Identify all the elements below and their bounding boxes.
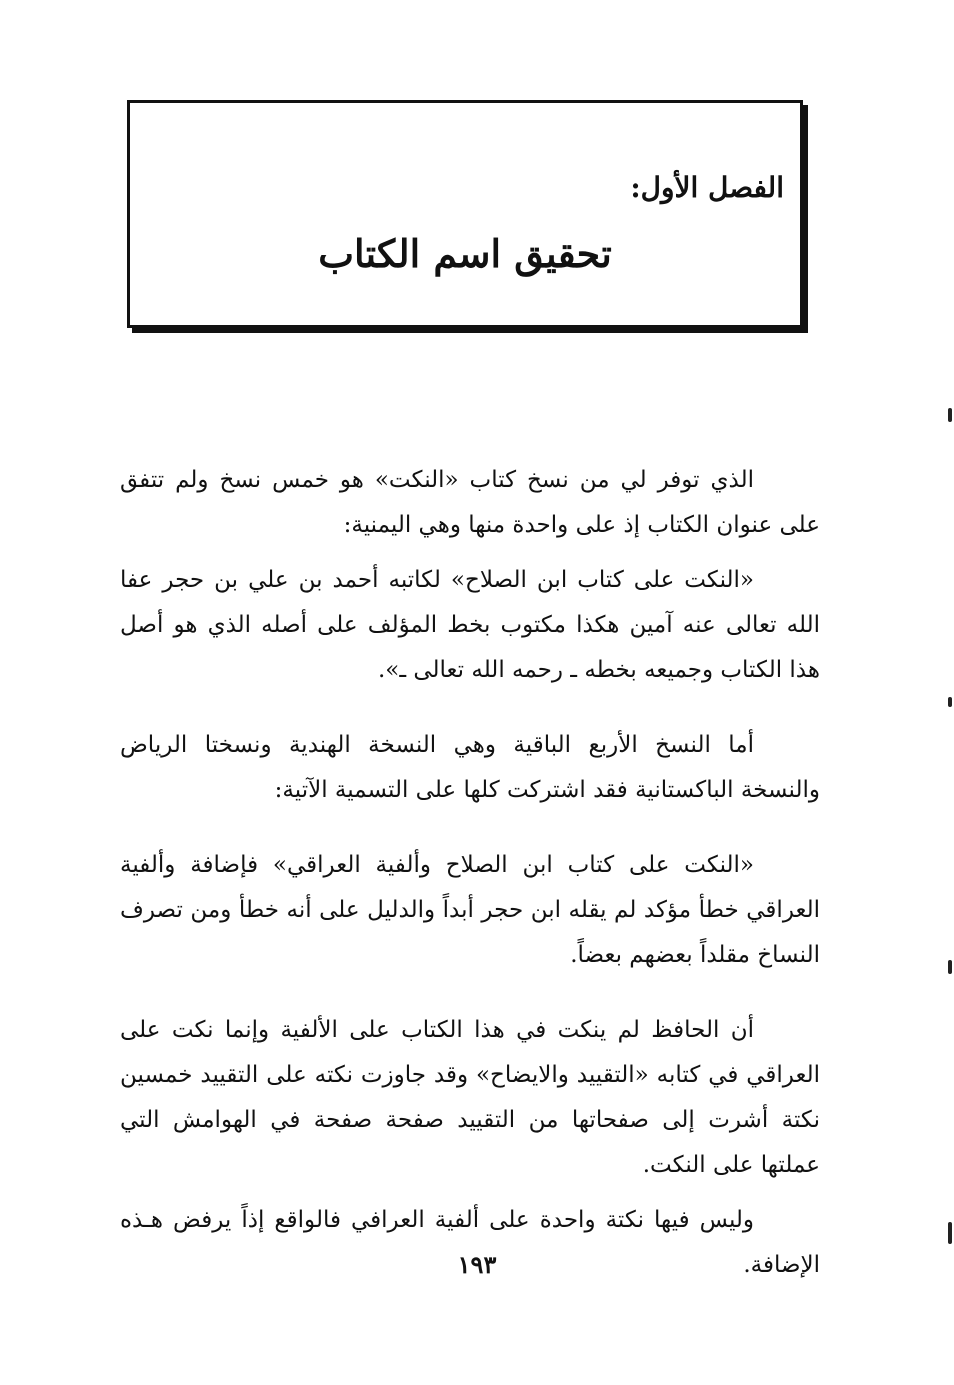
paragraph: وليس فيها نكتة واحدة على ألفية العرافي فالواقع إذاً يرفض هـذه الإضافة. [120,1207,820,1278]
chapter-heading-box [127,100,803,328]
paragraph: «النكت على كتاب ابن الصلاح وألفية العراقي» فإضافة وألفية العراقي خطأ مؤكد لم يقله ابن حجر أبداً والدليل على أنه خطأ ومن تصرف النساخ مقلداً بعضهم بعضاً. [120,852,820,968]
paragraph: الذي توفر لي من نسخ كتاب «النكت» هو خمس نسخ ولم تتفق على عنوان الكتاب إذ على واحدة منها وهي اليمنية: [120,467,820,538]
margin-mark [948,960,952,974]
margin-mark [948,408,952,422]
paragraph: أما النسخ الأربع الباقية وهي النسخة الهندية ونسختا الرياض والنسخة الباكستانية فقد اشتركت كلها على التسمية الآتية: [120,732,820,803]
paragraph: «النكت على كتاب ابن الصلاح» لكاتبه أحمد بن علي بن حجر عفا الله تعالى عنه آمين هكذا مكتوب بخط المؤلف على أصله الذي هو أصل هذا الكتاب وجميعه بخطه ـ رحمه الله تعالى ـ». [120,567,820,683]
paragraph: أن الحافظ لم ينكت في هذا الكتاب على الألفية وإنما نكت على العراقي في كتابه «التقييد والايضاح» وقد جاوزت نكته على التقييد خمسين نكتة أشرت إلى صفحاتها من التقييد صفحة صفحة في الهوامش التي عملتها على النكت. [120,1017,820,1178]
margin-mark [948,1222,952,1244]
margin-mark [948,697,952,707]
page-number: ١٩٣ [457,1250,497,1279]
body-text [120,458,820,1288]
chapter-label: الفصل الأول: [630,171,784,204]
chapter-title: تحقيق اسم الكتاب [318,231,612,276]
